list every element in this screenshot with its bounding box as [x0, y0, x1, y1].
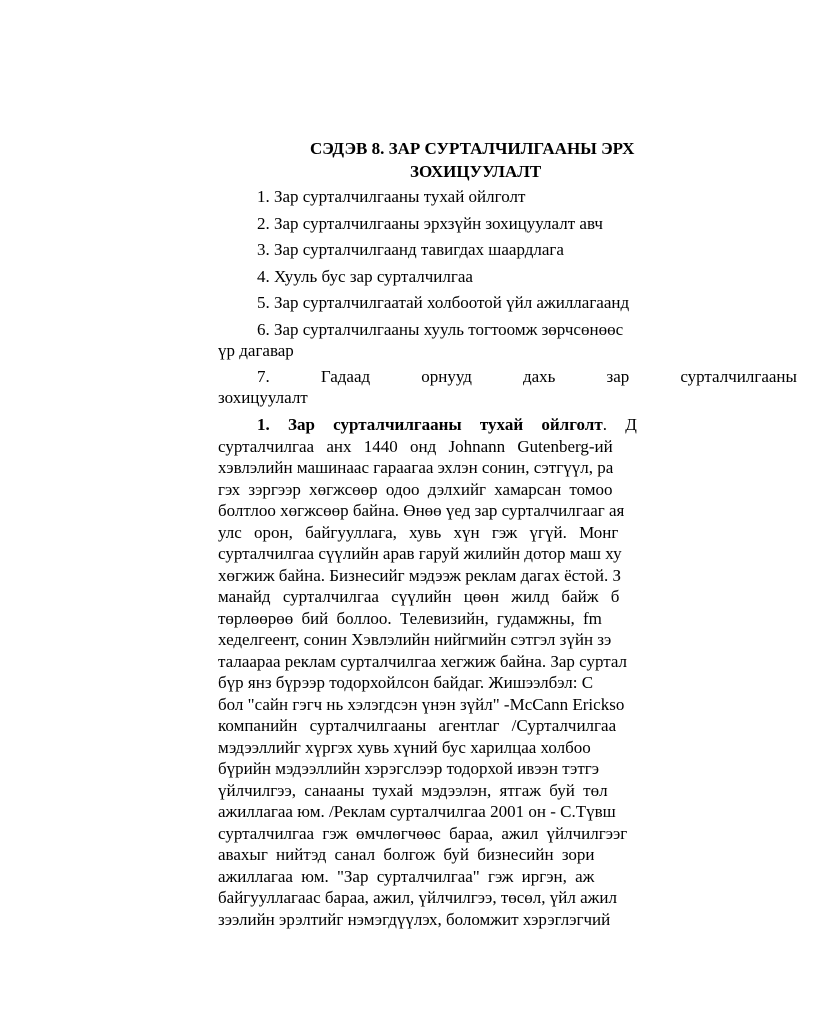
- body-line: үйлчилгээ, санааны тухай мэдээлэн, ятгаж буй төл: [218, 780, 608, 800]
- outline-list: [218, 186, 797, 414]
- body-line: компанийн сурталчилгааны агентлаг /Сурталчилгаа: [218, 716, 617, 735]
- body-line: бол "сайн гэгч нь хэлэгдсэн үнэн зүйл" -McCann Erickso: [218, 694, 625, 714]
- outline-item-6: [218, 319, 714, 361]
- outline-word: дахь: [522, 367, 556, 386]
- outline-item-5: [218, 292, 714, 313]
- body-line: гэх зэргээр хөгжсөөр одоо дэлхийг хамарсан томоо: [218, 479, 613, 499]
- body-line: зээлийн эрэлтийг нэмэгдүүлэх, боломжит хэрэглэгчий: [218, 909, 611, 929]
- document-title: [310, 137, 830, 183]
- outline-item-2: [218, 213, 714, 234]
- body-line: авахыг нийтэд санал болгож буй бизнесийн зори: [218, 845, 595, 864]
- body-line: бүрийн мэдээллийн хэрэгслээр тодорхой ивээн тэтгэ: [218, 759, 600, 778]
- outline-item-7: [218, 366, 797, 408]
- outline-item-text: 1. Зар сурталчилгааны тухай ойлголт: [257, 187, 526, 206]
- body-line: талаараа реклам сурталчилгаа хегжиж байна. Зар суртал: [218, 651, 628, 671]
- body-line: манайд сурталчилгаа сүүлийн цөөн жилд байж б: [218, 587, 620, 606]
- body-line: улс орон, байгууллага, хувь хүн гэж үгүй. Монг: [218, 522, 619, 542]
- body-line: мэдээллийг хүргэх хувь хүний бус харилцаа холбоо: [218, 737, 591, 757]
- title-line-2: ЗОХИЦУУЛАЛТ: [410, 162, 542, 181]
- body-line: хэвлэлийн машинаас гараагаа эхлэн сонин, сэтгүүл, ра: [218, 458, 614, 477]
- outline-word: 7.: [257, 367, 270, 386]
- outline-item-1: [218, 186, 714, 207]
- outline-word: Гадаад: [320, 367, 371, 386]
- outline-item-text: 6. Зар сурталчилгааны хууль тогтоомж зөрчсөнөөс: [257, 319, 624, 339]
- outline-item-text: 4. Хууль бус зар сурталчилгаа: [257, 266, 473, 286]
- outline-word: сурталчилгааны: [680, 367, 797, 386]
- outline-item-3: [218, 239, 714, 260]
- section-1-heading: 1. Зар сурталчилгааны тухай ойлголт: [257, 415, 603, 434]
- outline-word: орнууд: [421, 367, 472, 386]
- body-line: сурталчилгаа гэж өмчлөгчөөс бараа, ажил үйлчилгээг: [218, 823, 628, 843]
- section-1-body: [218, 414, 714, 930]
- outline-item-text: 3. Зар сурталчилгаанд тавигдах шаардлага: [257, 240, 564, 259]
- body-line: хөгжиж байна. Бизнесийг мэдээж реклам дагах ёстой. З: [218, 565, 621, 585]
- document-text-area: [218, 0, 797, 1024]
- body-line: бүр янз бүрээр тодорхойлсон байдаг. Жишээлбэл: С: [218, 673, 594, 692]
- body-line: болтлоо хөгжсөөр байна. Өнөө үед зар сурталчилгааг ая: [218, 501, 625, 520]
- outline-item-continuation: зохицуулалт: [218, 388, 308, 407]
- outline-item-text: 5. Зар сурталчилгаатай холбоотой үйл ажиллагаанд: [257, 293, 630, 312]
- body-line: сурталчилгаа сүүлийн арав гаруй жилийн дотор маш ху: [218, 544, 622, 563]
- body-line: ажиллагаа юм. "Зар сурталчилгаа" гэж иргэн, аж: [218, 866, 595, 886]
- outline-item-text: [218, 366, 797, 387]
- title-line-1: СЭДЭВ 8. ЗАР СУРТАЛЧИЛГААНЫ ЭРХ: [310, 139, 635, 158]
- body-line: сурталчилгаа анх 1440 онд Johnann Gutenberg-ий: [218, 436, 613, 456]
- section-1-heading-tail: . Д: [602, 415, 637, 434]
- outline-item-text: 2. Зар сурталчилгааны эрхзүйн зохицуулалт авч: [257, 213, 603, 233]
- body-line: төрлөөрөө бий боллоо. Телевизийн, гудамжны, fm: [218, 608, 602, 628]
- body-line: ажиллагаа юм. /Реклам сурталчилгаа 2001 он - С.Түвш: [218, 802, 616, 821]
- section-1-first-line: [218, 414, 714, 436]
- outline-item-continuation: үр дагавар: [218, 340, 294, 360]
- body-line: байгууллагаас бараа, ажил, үйлчилгээ, төсөл, үйл ажил: [218, 888, 617, 907]
- body-line: хеделгеент, сонин Хэвлэлийн нийгмийн сэтгэл зүйн зэ: [218, 630, 612, 649]
- outline-word: зар: [606, 367, 630, 386]
- outline-item-4: [218, 266, 714, 287]
